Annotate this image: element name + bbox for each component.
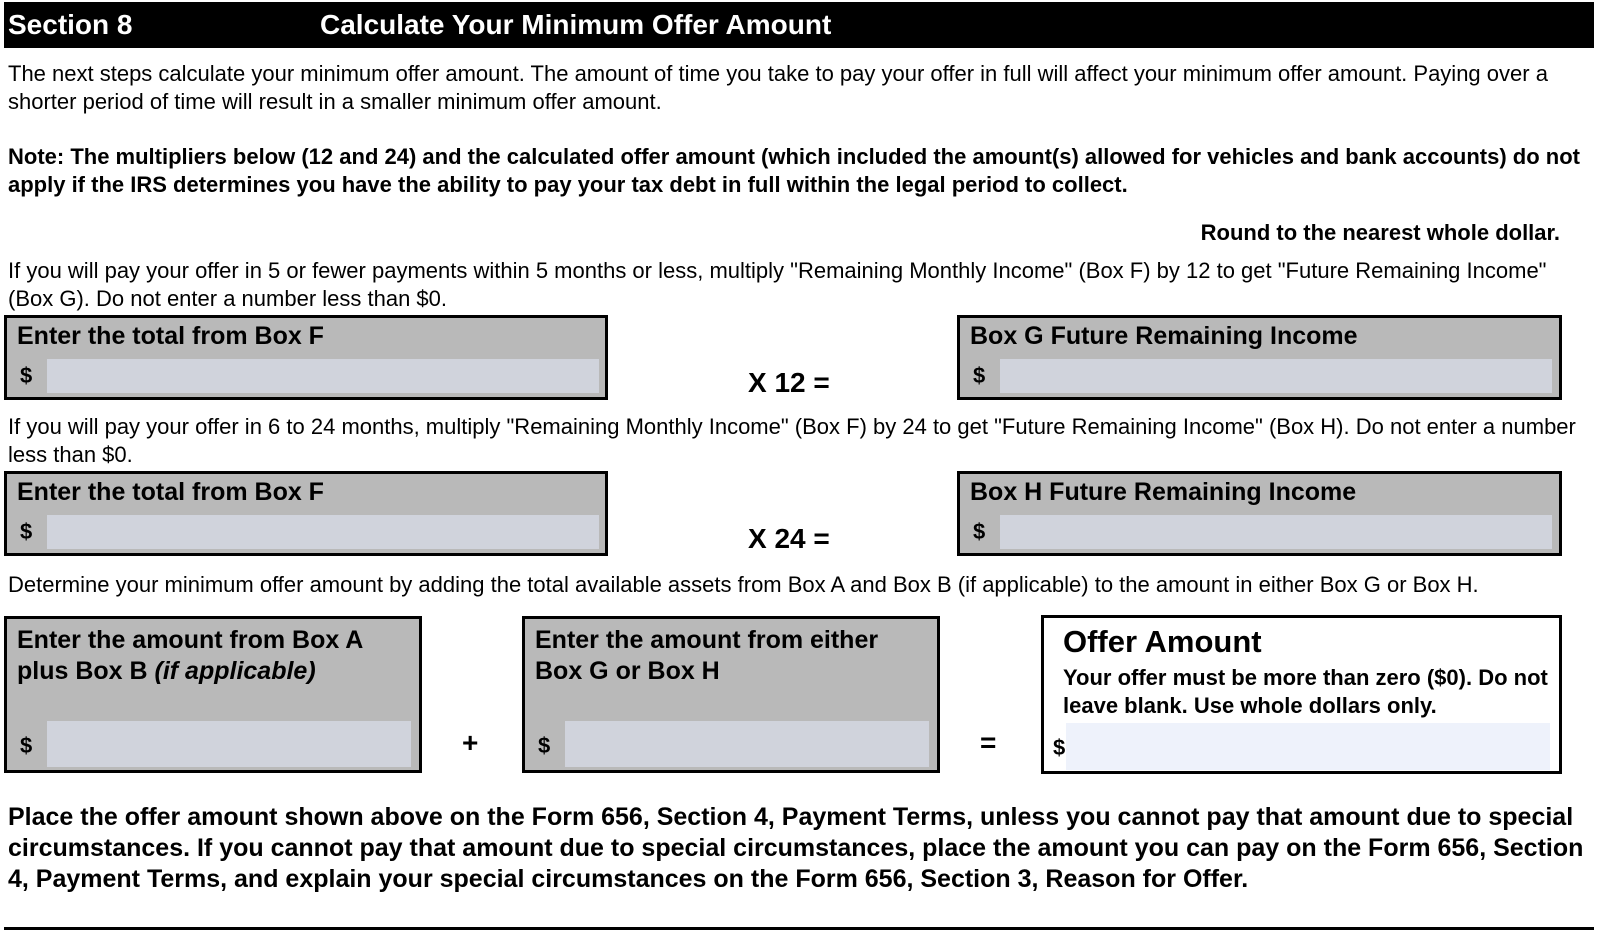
box-gh-label-line1: Enter the amount from either	[535, 626, 879, 654]
multiply-24-operator: X 24 =	[748, 523, 830, 554]
box-g-or-h-entry	[522, 616, 940, 773]
offer-amount-note: Your offer must be more than zero ($0). Do not leave blank. Use whole dollars only.	[1063, 665, 1548, 718]
box-f-label: Enter the total from Box F	[17, 322, 324, 350]
dollar-sign: $	[538, 733, 551, 758]
box-f-entry-2	[4, 471, 608, 556]
box-a-label-text: plus Box B	[17, 657, 155, 685]
box-a-label	[17, 625, 363, 687]
round-note: Round to the nearest whole dollar.	[1200, 220, 1560, 245]
section-number: Section 8	[8, 9, 133, 40]
plus-operator: +	[462, 727, 479, 758]
box-h-label: Box H Future Remaining Income	[970, 478, 1357, 506]
step2-instruction: If you will pay your offer in 6 to 24 months, multiply "Remaining Monthly Income" (Box F) by 24 to get "Future Remaining Income" (Box H). Do not enter a number less than $0.	[8, 414, 1576, 467]
box-g-or-h-input[interactable]	[565, 721, 929, 767]
offer-amount-input[interactable]	[1066, 723, 1550, 770]
intro-text: The next steps calculate your minimum offer amount. The amount of time you take to pay your offer in full will affect your minimum offer amount. Paying over a shorter period of time will result in a smaller minimum offer amount.	[8, 61, 1548, 114]
equals-operator: =	[980, 727, 997, 758]
box-f-input-1[interactable]	[47, 359, 599, 393]
box-f-label: Enter the total from Box F	[17, 478, 324, 506]
offer-amount-box	[1041, 615, 1562, 774]
box-h-input[interactable]	[1000, 515, 1552, 549]
note-text: Note: The multipliers below (12 and 24) and the calculated offer amount (which included the amount(s) allowed for vehicles and bank accounts) do not apply if the IRS determines you have the ability to pay your tax debt in full within the legal period to collect.	[8, 144, 1580, 197]
step1-instruction: If you will pay your offer in 5 or fewer payments within 5 months or less, multiply "Remaining Monthly Income" (Box F) by 12 to get "Future Remaining Income" (Box G). Do not enter a number less than $0.	[8, 258, 1547, 311]
box-a-label-italic: (if applicable)	[154, 657, 316, 685]
closing-instructions: Place the offer amount shown above on the Form 656, Section 4, Payment Terms, unless you cannot pay that amount due to special circumstances. If you cannot pay that amount due to special circumstances, place the amount you can pay on the Form 656, Section 4, Payment Terms, and explain your special circumstances on the Form 656, Section 3, Reason for Offer.	[8, 803, 1584, 893]
dollar-sign: $	[1053, 735, 1066, 760]
multiply-12-operator: X 12 =	[748, 367, 830, 398]
dollar-sign: $	[20, 363, 33, 388]
dollar-sign: $	[20, 733, 33, 758]
box-f-input-2[interactable]	[47, 515, 599, 549]
box-f-entry-1	[4, 315, 608, 400]
box-g-input[interactable]	[1000, 359, 1552, 393]
section-title: Calculate Your Minimum Offer Amount	[320, 9, 832, 40]
box-a-plus-b-entry	[4, 616, 422, 773]
box-g-label: Box G Future Remaining Income	[970, 322, 1358, 350]
dollar-sign: $	[973, 363, 986, 388]
box-a-label-line1: Enter the amount from Box A	[17, 626, 364, 654]
box-a-plus-b-input[interactable]	[47, 721, 411, 767]
box-gh-label-line2: Box G or Box H	[535, 657, 720, 685]
offer-amount-title: Offer Amount	[1063, 624, 1262, 659]
box-h-future-remaining-income	[957, 471, 1562, 556]
box-g-future-remaining-income	[957, 315, 1562, 400]
dollar-sign: $	[973, 519, 986, 544]
step3-instruction: Determine your minimum offer amount by adding the total available assets from Box A and Box B (if applicable) to the amount in either Box G or Box H.	[8, 572, 1479, 597]
bottom-divider	[4, 927, 1594, 930]
box-a-label-line2	[17, 656, 363, 687]
dollar-sign: $	[20, 519, 33, 544]
box-gh-label	[535, 625, 878, 687]
